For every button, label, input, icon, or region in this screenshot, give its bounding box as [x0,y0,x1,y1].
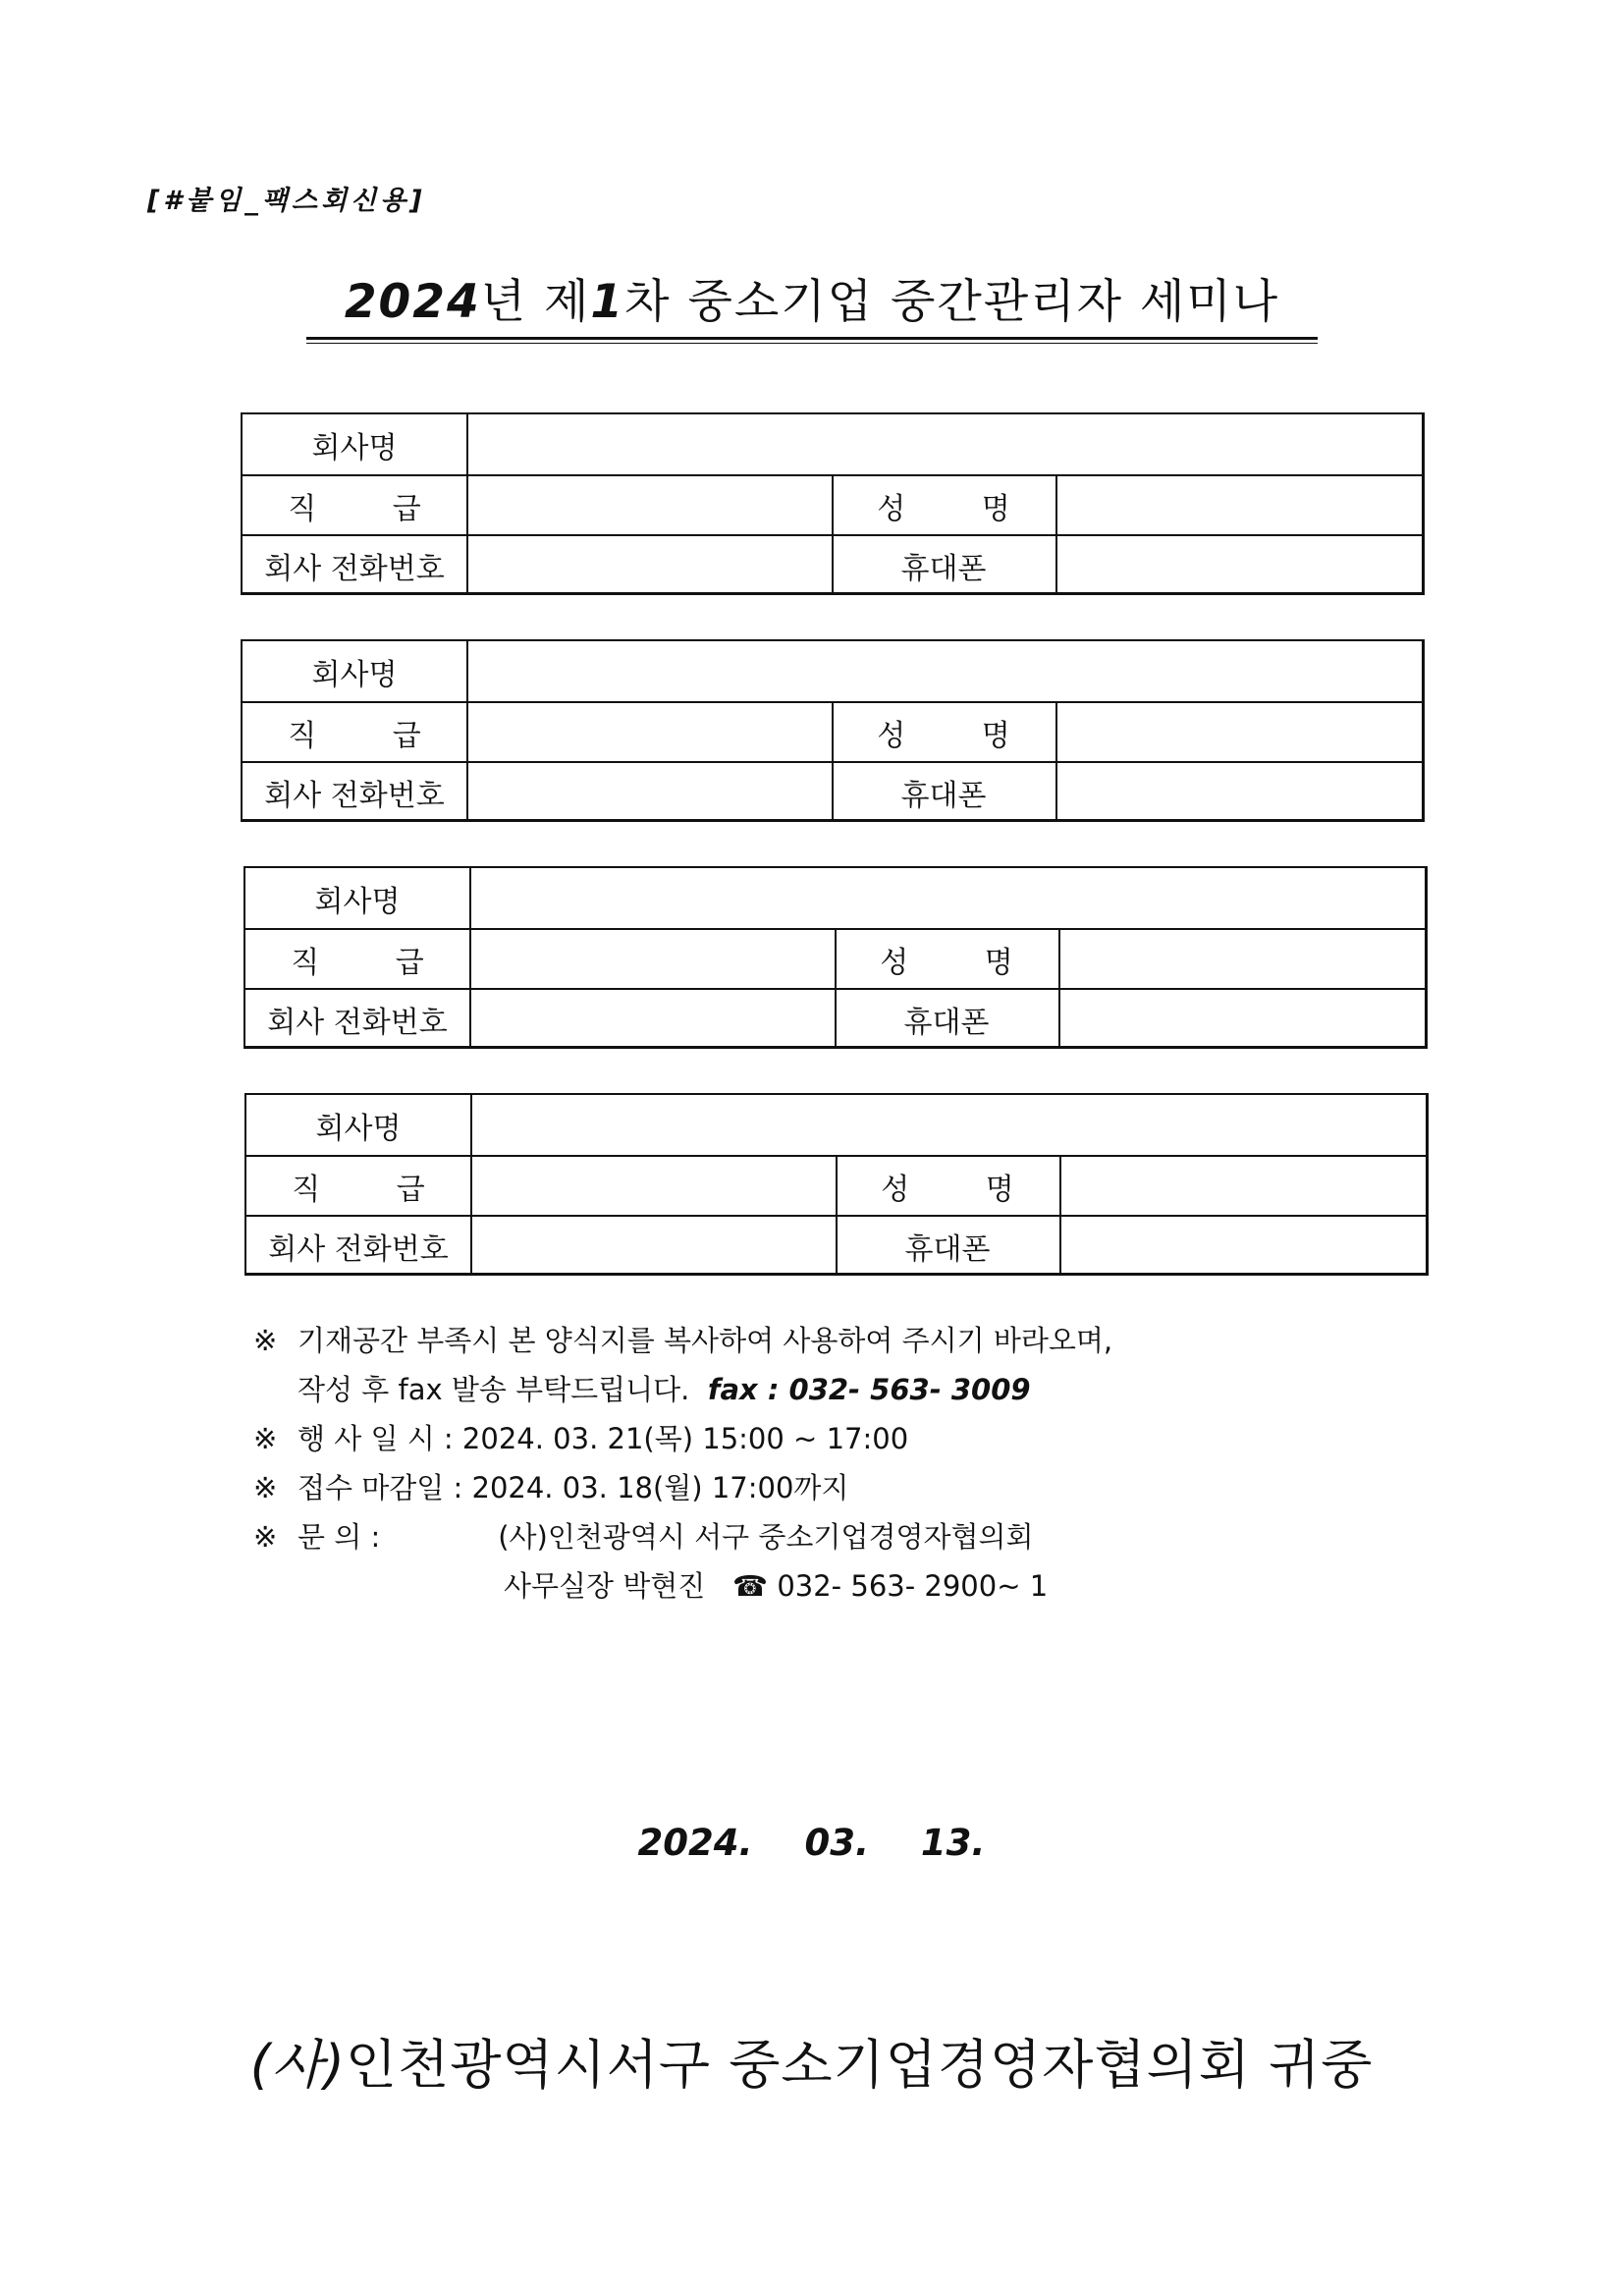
mobile-field[interactable] [1060,990,1425,1048]
note-contact [253,1561,1112,1611]
document-date: 2024. 03. 13. [637,1822,986,1864]
fax-number: fax : 032- 563- 3009 [707,1373,1031,1406]
contact-phone: 032- 563- 2900~ 1 [777,1569,1049,1603]
form-row-position [243,474,1422,534]
phone-field[interactable] [468,536,832,594]
title-year-suffix: 년 제 [480,275,591,329]
document-title [306,265,1318,331]
deadline-value: 2024. 03. 18(월) 17:00까지 [471,1471,849,1504]
form-row-phone [246,1215,1426,1275]
footer-org: 인천광역시서구 중소기업경영자협의회 귀중 [345,2034,1374,2096]
note-mark: ※ [253,1422,278,1455]
form-row-company [245,868,1425,928]
label-name: 성 명 [877,491,1044,526]
footer-prefix: (사) [249,2034,346,2096]
registration-form-2 [241,639,1425,822]
label-mobile: 휴대폰 [903,1005,990,1040]
company-field[interactable] [472,1095,1426,1155]
title-rest: 차 중소기업 중간관리자 세미나 [624,275,1280,329]
registration-form-3 [243,866,1428,1049]
company-field[interactable] [468,641,1422,701]
name-field[interactable] [1060,930,1425,988]
form-row-position [243,701,1422,761]
name-field[interactable] [1057,476,1422,534]
mobile-field[interactable] [1061,1217,1426,1275]
phone-field[interactable] [468,763,832,821]
title-year: 2024 [344,275,481,329]
contact-person: 사무실장 박현진 [504,1569,706,1603]
note-mark: ※ [253,1324,278,1357]
label-phone: 회사 전화번호 [264,551,445,586]
note-deadline [253,1463,1112,1512]
note-fax-request: 작성 후 fax 발송 부탁드립니다. [298,1373,690,1406]
deadline-label: 접수 마감일 : [298,1471,463,1504]
event-date-label: 행 사 일 시 : [298,1422,454,1455]
title-underline [306,337,1318,344]
event-date-value: 2024. 03. 21(목) 15:00 ~ 17:00 [461,1422,909,1455]
label-position: 직 급 [292,1172,459,1207]
form-row-phone [245,988,1425,1048]
phone-icon: ☎ [731,1569,769,1603]
inquiry-value: (사)인천광역시 서구 중소기업경영자협의회 [498,1520,1034,1554]
form-row-phone [243,534,1422,594]
label-name: 성 명 [880,945,1047,980]
registration-form-1 [241,412,1425,595]
attachment-tag: [#붙임_팩스회신용] [147,186,426,216]
label-mobile: 휴대폰 [900,551,987,586]
position-field[interactable] [468,703,832,761]
label-name: 성 명 [877,718,1044,753]
name-field[interactable] [1057,703,1422,761]
inquiry-label: 문 의 : [298,1520,381,1554]
label-mobile: 휴대폰 [900,778,987,813]
label-phone: 회사 전화번호 [267,1005,448,1040]
label-phone: 회사 전화번호 [268,1231,449,1267]
label-company: 회사명 [314,884,401,919]
note-line-2 [253,1365,1112,1414]
phone-field[interactable] [472,1217,836,1275]
label-mobile: 휴대폰 [904,1231,991,1267]
mobile-field[interactable] [1057,763,1422,821]
form-row-phone [243,761,1422,821]
notes-section [253,1316,1112,1611]
title-num: 1 [590,275,625,329]
position-field[interactable] [471,930,835,988]
company-field[interactable] [471,868,1425,928]
company-field[interactable] [468,414,1422,474]
note-event-date [253,1414,1112,1463]
phone-field[interactable] [471,990,835,1048]
mobile-field[interactable] [1057,536,1422,594]
form-row-company [246,1095,1426,1155]
note-mark: ※ [253,1520,278,1554]
form-row-company [243,414,1422,474]
form-row-position [246,1155,1426,1215]
label-position: 직 급 [288,491,455,526]
label-phone: 회사 전화번호 [264,778,445,813]
label-company: 회사명 [311,657,398,692]
name-field[interactable] [1061,1157,1426,1215]
label-position: 직 급 [288,718,455,753]
note-copy-instruction: 기재공간 부족시 본 양식지를 복사하여 사용하여 주시기 바라오며, [298,1324,1113,1357]
form-row-company [243,641,1422,701]
label-company: 회사명 [315,1111,402,1146]
note-line-1 [253,1316,1112,1365]
registration-form-4 [244,1093,1429,1276]
form-row-position [245,928,1425,988]
position-field[interactable] [472,1157,836,1215]
recipient-footer [0,2023,1623,2099]
note-inquiry [253,1512,1112,1561]
label-company: 회사명 [311,430,398,465]
label-name: 성 명 [881,1172,1048,1207]
note-mark: ※ [253,1471,278,1504]
label-position: 직 급 [291,945,458,980]
